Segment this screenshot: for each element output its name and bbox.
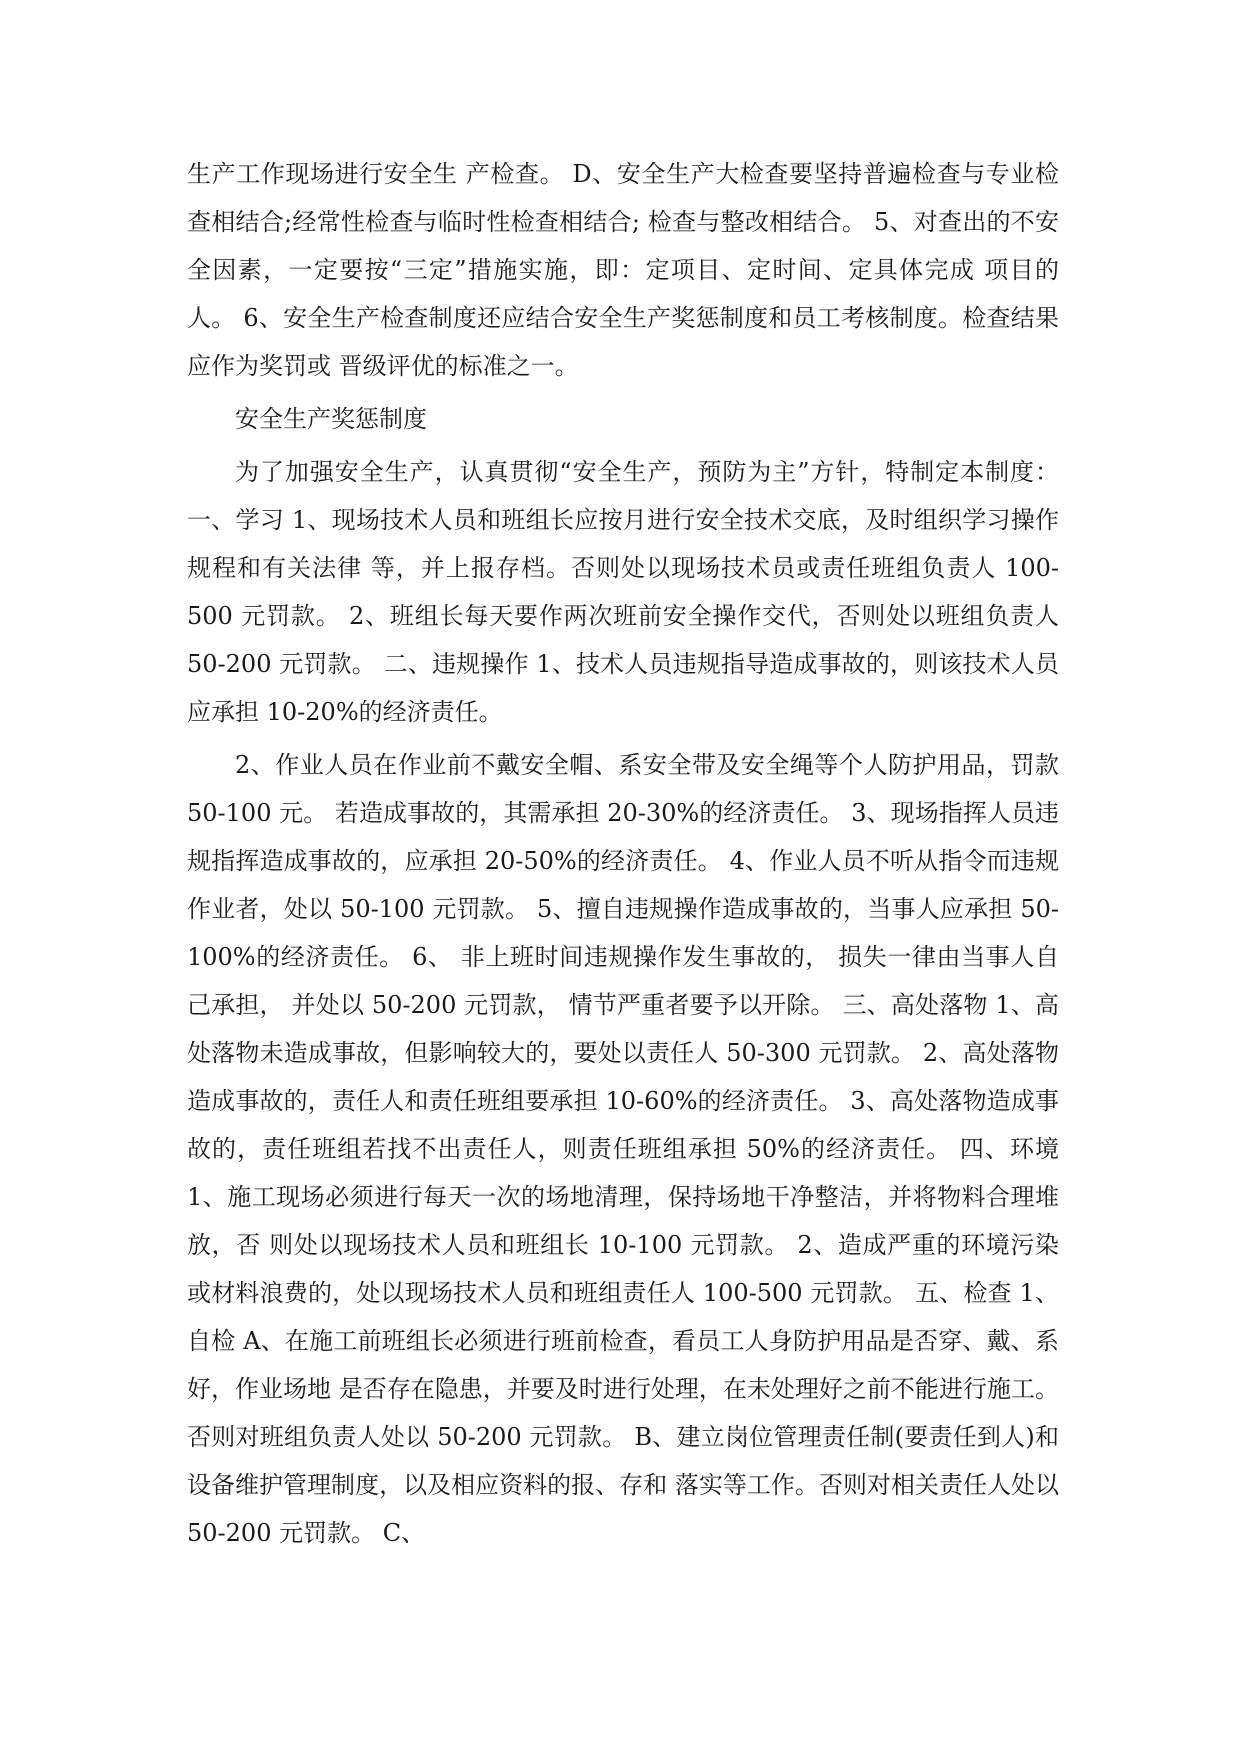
document-body (187, 150, 1059, 1562)
section-heading: 安全生产奖惩制度 (235, 405, 427, 433)
paragraph-rewards-intro: 为了加强安全生产，认真贯彻“安全生产，预防为主”方针，特制定本制度： 一、学习 1、现场技术人员和班组长应按月进行安全技术交底，及时组织学习操作规程和有关法律 等，并上报存档。否则处以现场技术员或责任班组负责人 100-500 元罚款。 2、班组长每天要作两次班前安全操作交代，否则处以班组负责人 50-200 元罚款。 二、违规操作 1、技术人员违规指导造成事故的，则该技术人员应承担 10-20%的经济责任。 (187, 458, 1059, 726)
paragraph-inspection-continued: 生产工作现场进行安全生 产检查。 D、安全生产大检查要坚持普遍检查与专业检查相结合;经常性检查与临时性检查相结合; 检查与整改相结合。 5、对查出的不安全因素，一定要按“三定”措施实施，即：定项目、定时间、定具体完成 项目的人。 6、安全生产检查制度还应结合安全生产奖惩制度和员工考核制度。检查结果应作为奖罚或 晋级评优的标准之一。 (187, 160, 1059, 380)
paragraph-rewards-rules: 2、作业人员在作业前不戴安全帽、系安全带及安全绳等个人防护用品，罚款 50-100 元。 若造成事故的，其需承担 20-30%的经济责任。 3、现场指挥人员违规指挥造成事故的，应承担 20-50%的经济责任。 4、作业人员不听从指令而违规作业者，处以 50-100 元罚款。 5、擅自违规操作造成事故的，当事人应承担 50-100%的经济责任。 6、 非上班时间违规操作发生事故的， 损失一律由当事人自己承担， 并处以 50-200 元罚款， 情节严重者要予以开除。 三、高处落物 1、高处落物未造成事故，但影响较大的，要处以责任人 50-300 元罚款。 2、高处落物造成事故的，责任人和责任班组要承担 10-60%的经济责任。 3、高处落物造成事故的，责任班组若找不出责任人，则责任班组承担 50%的经济责任。 四、环境 1、施工现场必须进行每天一次的场地清理，保持场地干净整洁，并将物料合理堆放，否 则处以现场技术人员和班组长 10-100 元罚款。 2、造成严重的环境污染或材料浪费的，处以现场技术人员和班组责任人 100-500 元罚款。 五、检查 1、自检 A、在施工前班组长必须进行班前检查，看员工人身防护用品是否穿、戴、系好，作业场地 是否存在隐患，并要及时进行处理，在未处理好之前不能进行施工。否则对班组负责人处以 50-200 元罚款。 B、建立岗位管理责任制(要责任到人)和设备维护管理制度，以及相应资料的报、存和 落实等工作。否则对相关责任人处以 50-200 元罚款。 C、 (187, 751, 1059, 1547)
